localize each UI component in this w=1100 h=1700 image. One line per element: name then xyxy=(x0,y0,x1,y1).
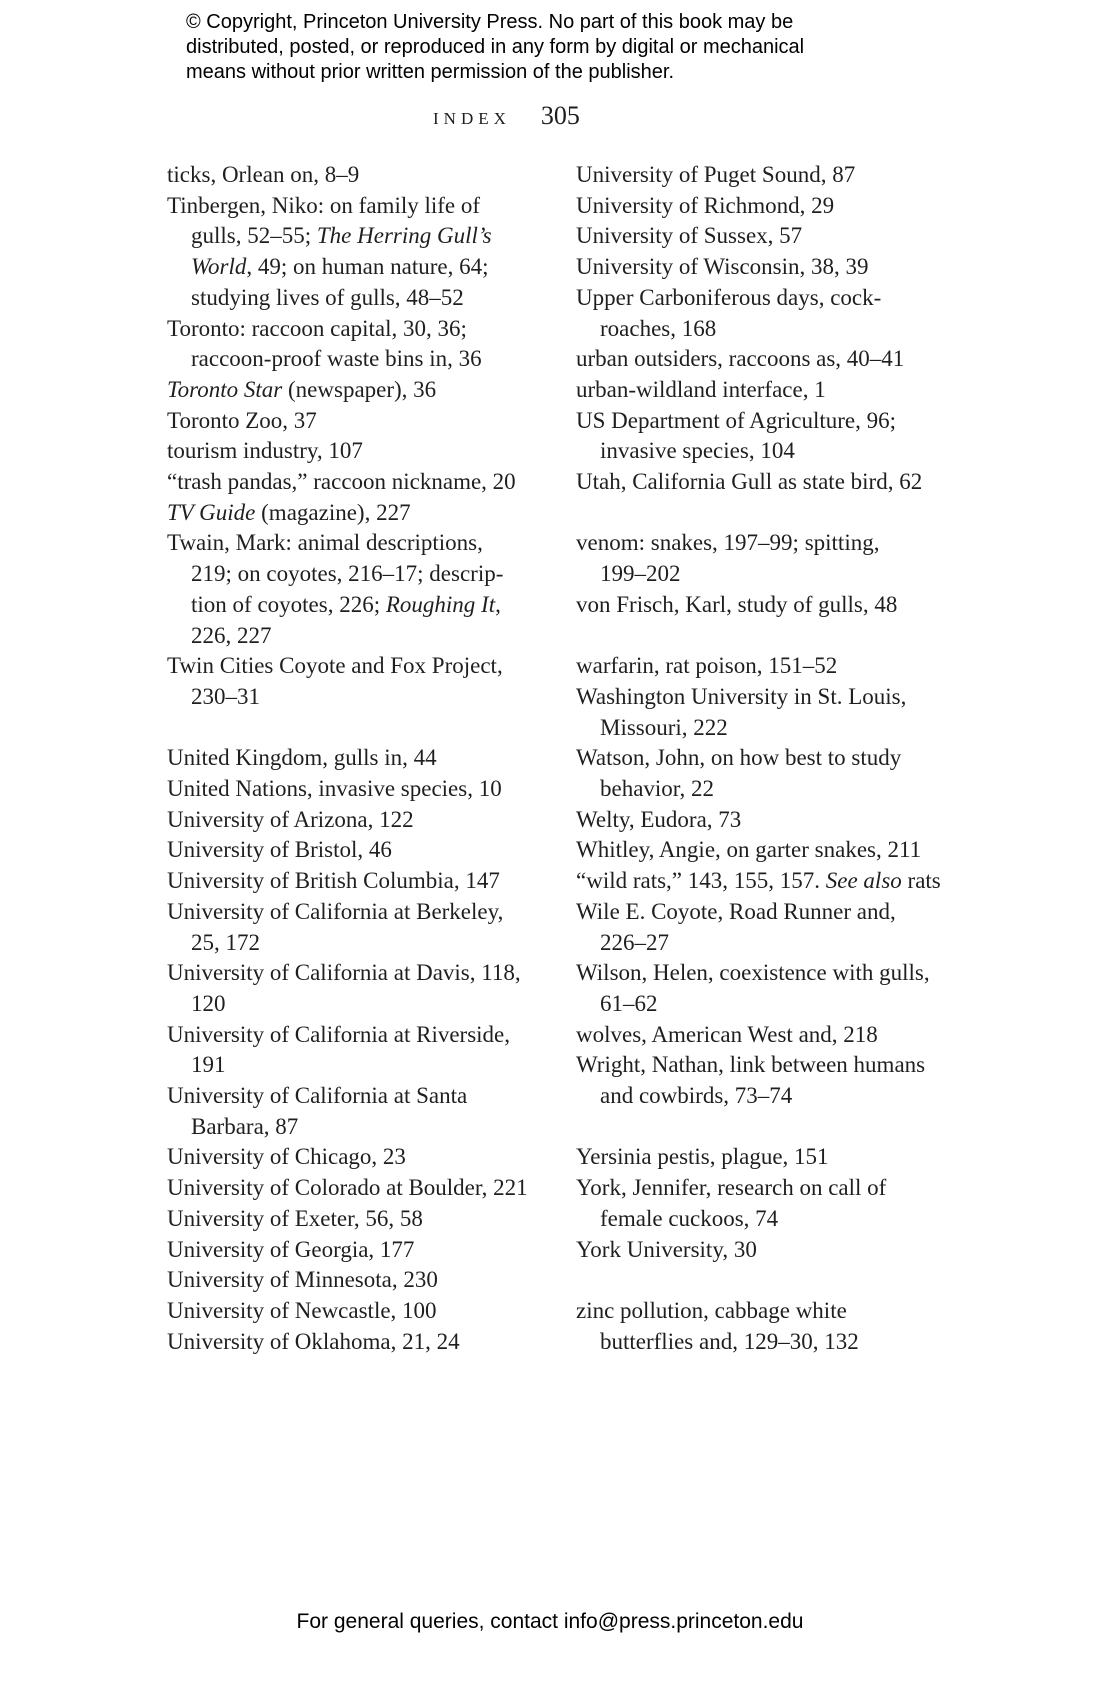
index-entry xyxy=(576,805,976,836)
index-entry xyxy=(167,375,567,406)
index-entry-line: Toronto Star (newspaper), 36 xyxy=(167,376,437,402)
copyright-line: means without prior written permission of the publisher. xyxy=(186,61,675,83)
index-entry-line: Twin Cities Coyote and Fox Project, xyxy=(167,653,503,679)
index-entry xyxy=(167,1173,567,1204)
index-entry-line: gulls, 52–55; The Herring Gull’s xyxy=(191,223,492,249)
index-entry-line: Barbara, 87 xyxy=(191,1113,299,1139)
index-entry-line: von Frisch, Karl, study of gulls, 48 xyxy=(576,591,898,617)
index-entry-line: venom: snakes, 197–99; spitting, xyxy=(576,530,880,556)
index-entry xyxy=(167,1142,567,1173)
index-entry-line: Toronto Zoo, 37 xyxy=(167,407,317,433)
index-entry xyxy=(576,1235,976,1266)
index-entry-line: University of Wisconsin, 38, 39 xyxy=(576,254,869,280)
index-entry xyxy=(576,866,976,897)
index-entry-line: University of California at Davis, 118, xyxy=(167,960,521,986)
copyright-notice xyxy=(186,10,804,85)
index-entry xyxy=(576,160,976,191)
index-section xyxy=(167,743,567,1357)
index-entry xyxy=(167,651,567,712)
index-entry-line: Welty, Eudora, 73 xyxy=(576,806,742,832)
index-entry-line: urban outsiders, raccoons as, 40–41 xyxy=(576,346,905,372)
index-entry xyxy=(167,1081,567,1142)
index-entry xyxy=(167,805,567,836)
index-entry xyxy=(167,1204,567,1235)
index-entry-line: 199–202 xyxy=(600,561,681,587)
index-entry xyxy=(167,160,567,191)
footer-contact: For general queries, contact info@press.princeton.edu xyxy=(296,1610,804,1633)
index-entry-line: “trash pandas,” raccoon nickname, 20 xyxy=(167,469,516,495)
index-entry-line: 25, 172 xyxy=(191,929,260,955)
index-entry xyxy=(167,743,567,774)
index-entry xyxy=(167,191,567,314)
index-entry-line: University of California at Riverside, xyxy=(167,1021,511,1047)
index-entry xyxy=(167,1020,567,1081)
index-entry-line: Whitley, Angie, on garter snakes, 211 xyxy=(576,837,922,863)
index-entry xyxy=(167,958,567,1019)
index-entry-line: US Department of Agriculture, 96; xyxy=(576,407,897,433)
index-section xyxy=(576,651,976,1112)
index-entry-line: Missouri, 222 xyxy=(600,714,728,740)
index-entry-line: University of Bristol, 46 xyxy=(167,837,392,863)
copyright-line: © Copyright, Princeton University Press. No part of this book may be xyxy=(186,11,794,33)
index-entry-line: 226–27 xyxy=(600,929,669,955)
index-section xyxy=(576,1142,976,1265)
index-entry xyxy=(576,1020,976,1051)
index-entry-line: United Nations, invasive species, 10 xyxy=(167,776,502,802)
index-entry-line: and cowbirds, 73–74 xyxy=(600,1083,793,1109)
index-entry-line: Yersinia pestis, plague, 151 xyxy=(576,1144,829,1170)
index-entry-line: 61–62 xyxy=(600,990,658,1016)
index-entry xyxy=(576,221,976,252)
index-entry-line: York University, 30 xyxy=(576,1236,757,1262)
index-entry xyxy=(576,590,976,621)
index-entry-line: 120 xyxy=(191,990,226,1016)
index-entry-line: urban-wildland interface, 1 xyxy=(576,376,826,402)
index-entry-line: University of California at Berkeley, xyxy=(167,898,504,924)
index-entry xyxy=(167,1296,567,1327)
index-entry-line: zinc pollution, cabbage white xyxy=(576,1297,847,1323)
index-heading: INDEX xyxy=(433,109,511,128)
index-entry-line: ticks, Orlean on, 8–9 xyxy=(167,162,360,187)
index-entry xyxy=(167,1327,567,1358)
index-entry-line: tourism industry, 107 xyxy=(167,438,363,464)
index-entry xyxy=(576,283,976,344)
index-entry-line: 226, 227 xyxy=(191,622,272,648)
index-entry xyxy=(576,1050,976,1111)
index-section xyxy=(576,160,976,498)
index-entry xyxy=(167,436,567,467)
index-entry xyxy=(167,528,567,651)
index-entry xyxy=(167,774,567,805)
index-entry-line: Upper Carboniferous days, cock- xyxy=(576,284,882,310)
index-section xyxy=(576,1296,976,1357)
index-entry xyxy=(167,406,567,437)
index-entry xyxy=(167,835,567,866)
index-entry xyxy=(167,467,567,498)
index-entry-line: female cuckoos, 74 xyxy=(600,1205,779,1231)
index-entry-line: University of Minnesota, 230 xyxy=(167,1267,438,1293)
index-entry-line: Watson, John, on how best to study xyxy=(576,745,902,771)
index-entry-line: University of British Columbia, 147 xyxy=(167,868,500,894)
index-entry xyxy=(576,958,976,1019)
index-entry-line: roaches, 168 xyxy=(600,315,717,341)
index-entry-line: wolves, American West and, 218 xyxy=(576,1021,878,1047)
index-entry-line: University of Newcastle, 100 xyxy=(167,1298,437,1323)
index-section xyxy=(576,528,976,620)
index-entry-line: Wile E. Coyote, Road Runner and, xyxy=(576,898,896,924)
index-entry xyxy=(167,1265,567,1296)
index-entry-line: University of Georgia, 177 xyxy=(167,1236,415,1262)
index-entry-line: 219; on coyotes, 216–17; descrip- xyxy=(191,561,504,587)
page-number: 305 xyxy=(540,101,580,130)
index-column-right xyxy=(576,160,976,1388)
index-entry xyxy=(576,682,976,743)
index-entry xyxy=(576,252,976,283)
index-entry-line: University of Puget Sound, 87 xyxy=(576,162,856,187)
index-entry-line: invasive species, 104 xyxy=(600,438,795,464)
index-entry xyxy=(576,191,976,222)
index-entry xyxy=(576,835,976,866)
index-entry xyxy=(576,528,976,589)
index-entry-line: York, Jennifer, research on call of xyxy=(576,1175,887,1201)
index-entry xyxy=(576,375,976,406)
index-entry-line: warfarin, rat poison, 151–52 xyxy=(576,653,838,679)
index-entry-line: behavior, 22 xyxy=(600,776,715,802)
index-entry-line: Washington University in St. Louis, xyxy=(576,683,907,709)
index-entry xyxy=(576,1296,976,1357)
index-entry-line: Wilson, Helen, coexistence with gulls, xyxy=(576,960,930,986)
index-entry-line: butterflies and, 129–30, 132 xyxy=(600,1328,859,1354)
index-entry xyxy=(576,406,976,467)
index-entry xyxy=(167,866,567,897)
index-entry-line: University of Colorado at Boulder, 221 xyxy=(167,1175,528,1201)
index-entry xyxy=(167,498,567,529)
index-entry xyxy=(576,344,976,375)
index-entry-line: 230–31 xyxy=(191,683,260,709)
index-entry-line: University of Chicago, 23 xyxy=(167,1144,406,1170)
index-section xyxy=(167,160,567,713)
index-entry xyxy=(167,314,567,375)
index-entry xyxy=(576,651,976,682)
index-entry-line: World, 49; on human nature, 64; xyxy=(191,254,489,280)
index-entry-line: 191 xyxy=(191,1052,226,1078)
index-entry-line: Twain, Mark: animal descriptions, xyxy=(167,530,483,556)
page-header xyxy=(433,101,580,131)
index-entry-line: Utah, California Gull as state bird, 62 xyxy=(576,469,923,495)
index-entry-line: Wright, Nathan, link between humans xyxy=(576,1052,926,1078)
index-entry-line: University of Exeter, 56, 58 xyxy=(167,1205,423,1231)
index-entry xyxy=(167,897,567,958)
index-entry-line: University of California at Santa xyxy=(167,1083,468,1109)
index-entry xyxy=(167,1235,567,1266)
index-entry xyxy=(576,743,976,804)
index-entry-line: United Kingdom, gulls in, 44 xyxy=(167,745,437,771)
index-entry-line: raccoon-proof waste bins in, 36 xyxy=(191,346,482,372)
index-entry-line: TV Guide (magazine), 227 xyxy=(167,499,411,525)
index-entry-line: Toronto: raccoon capital, 30, 36; xyxy=(167,315,467,341)
index-entry-line: University of Richmond, 29 xyxy=(576,192,835,218)
index-entry-line: University of Oklahoma, 21, 24 xyxy=(167,1328,460,1354)
index-entry xyxy=(576,897,976,958)
copyright-line: distributed, posted, or reproduced in any form by digital or mechanical xyxy=(186,36,805,58)
index-entry-line: tion of coyotes, 226; Roughing It, xyxy=(191,591,501,617)
index-column-left xyxy=(167,160,567,1388)
index-entry xyxy=(576,1173,976,1234)
index-entry xyxy=(576,1142,976,1173)
index-entry-line: “wild rats,” 143, 155, 157. See also rats xyxy=(576,868,941,894)
index-entry-line: University of Arizona, 122 xyxy=(167,806,414,832)
index-entry-line: University of Sussex, 57 xyxy=(576,223,803,249)
index-entry-line: studying lives of gulls, 48–52 xyxy=(191,284,464,310)
index-entry xyxy=(576,467,976,498)
index-entry-line: Tinbergen, Niko: on family life of xyxy=(167,192,481,218)
